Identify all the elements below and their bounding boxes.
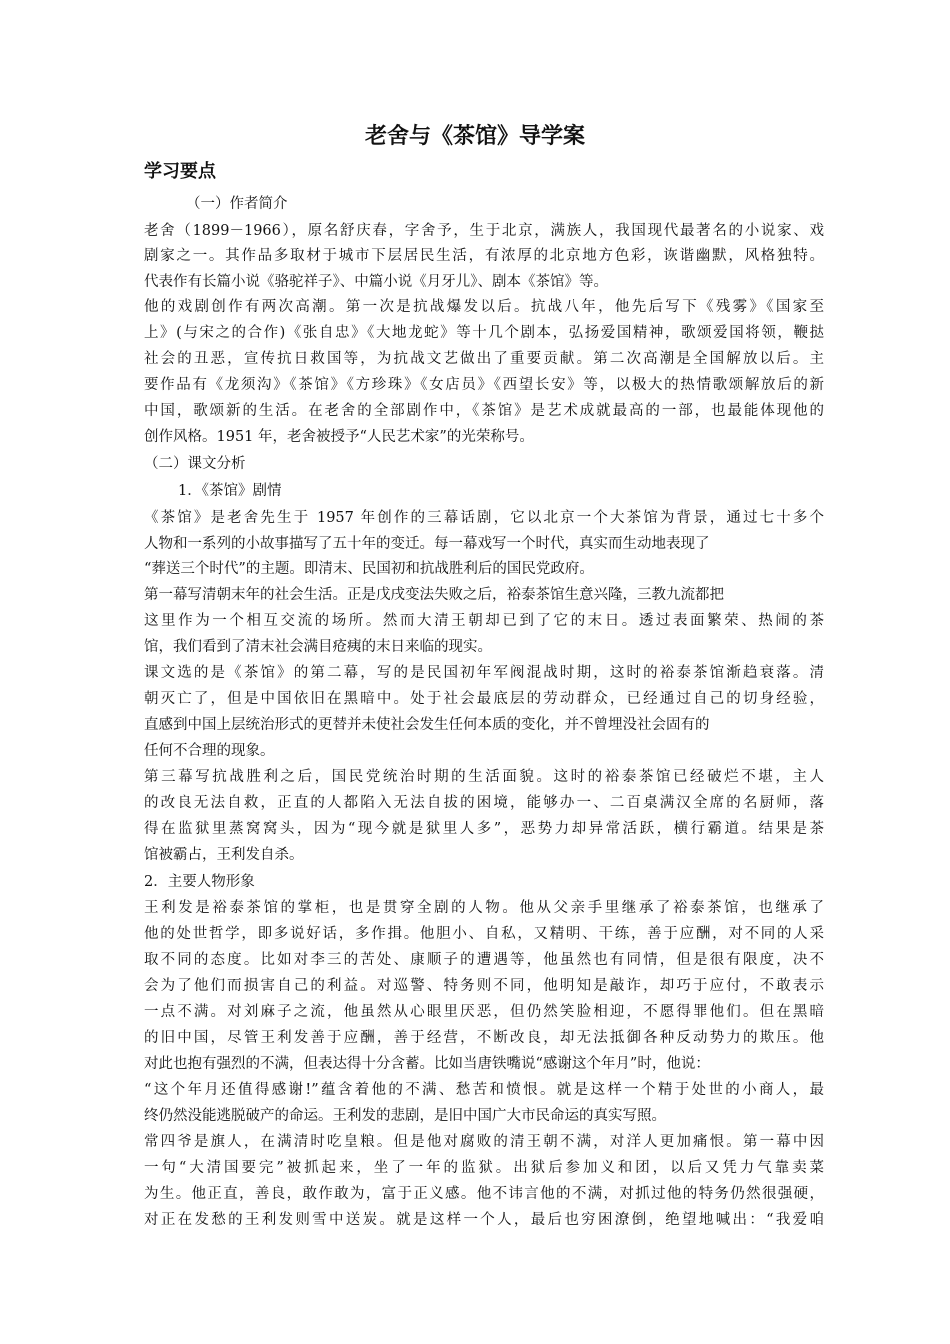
document-title: 老舍与《茶馆》导学案: [364, 124, 585, 149]
paragraph-line: 创作风格。1951 年，老舍被授予“人民艺术家”的光荣称号。: [144, 429, 534, 445]
paragraph-line: 得在监狱里蒸窝窝头，因为“现今就是狱里人多”，恶势力却异常活跃，横行霸道。结果是茶: [144, 821, 824, 837]
paragraph-line: 上》(与宋之的合作)《张自忠》《大地龙蛇》等十几个剧本，弘扬爱国精神，歌颂爱国将领，鞭挞: [144, 325, 824, 341]
subsection-heading: （二）课文分析: [144, 456, 246, 472]
paragraph-line: 直感到中国上层统治形式的更替并未使社会发生任何本质的变化，并不曾埋没社会固有的: [144, 717, 710, 733]
paragraph-line: 馆被霸占，王利发自杀。: [144, 847, 304, 863]
paragraph-line: 朝灭亡了，但是中国依旧在黑暗中。处于社会最底层的劳动群众，已经通过自己的切身经验，: [144, 691, 824, 707]
paragraph-line: 课文选的是《茶馆》的第二幕，写的是民国初年军阀混战时期，这时的裕泰茶馆渐趋衰落。清: [144, 665, 824, 681]
paragraph-line: 一句“大清国要完”被抓起来，坐了一年的监狱。出狱后参加义和团，以后又凭力气靠卖菜: [144, 1160, 824, 1176]
paragraph-line: “这个年月还值得感谢!”蕴含着他的不满、愁苦和愤恨。就是这样一个精于处世的小商人，最: [144, 1082, 824, 1098]
sub-heading: 1．《茶馆》剧情: [178, 483, 282, 499]
paragraph-line: 这里作为一个相互交流的场所。然而大清王朝却已到了它的末日。透过表面繁荣、热闹的茶: [144, 613, 824, 629]
paragraph-line: 剧家之一。其作品多取材于城市下层居民生活，有浓厚的北京地方色彩，诙谐幽默，风格独特。: [144, 248, 824, 264]
paragraph-line: “葬送三个时代”的主题。即清末、民国初和抗战胜利后的国民党政府。: [144, 561, 594, 577]
paragraph-line: 王利发是裕泰茶馆的掌柜，也是贯穿全剧的人物。他从父亲手里继承了裕泰茶馆，也继承了: [144, 900, 824, 916]
paragraph-line: 对此也抱有强烈的不满，但表达得十分含蓄。比如当唐铁嘴说“感谢这个年月”时，他说：: [144, 1056, 710, 1072]
paragraph-line: 第一幕写清朝末年的社会生活。正是戊戌变法失败之后，裕泰茶馆生意兴隆，三教九流都把: [144, 587, 724, 603]
paragraph-line: 第三幕写抗战胜利之后，国民党统治时期的生活面貌。这时的裕泰茶馆已经破烂不堪，主人: [144, 769, 824, 785]
paragraph-line: 他的戏剧创作有两次高潮。第一次是抗战爆发以后。抗战八年，他先后写下《残雾》《国家至: [144, 299, 824, 315]
paragraph-line: 中国，歌颂新的生活。在老舍的全部剧作中，《茶馆》是艺术成就最高的一部，也最能体现他的: [144, 403, 824, 419]
paragraph-line: 会为了他们而损害自己的利益。对巡警、特务则不同，他明知是敲诈，却巧于应付，不敢表示: [144, 978, 824, 994]
paragraph-line: 取不同的态度。比如对李三的苦处、康顺子的遭遇等，他虽然也有同情，但是很有限度，决不: [144, 952, 824, 968]
paragraph-line: 馆，我们看到了清末社会满目疮痍的末日来临的现实。: [144, 639, 492, 655]
paragraph-line: 常四爷是旗人，在满清时吃皇粮。但是他对腐败的清王朝不满，对洋人更加痛恨。第一幕中因: [144, 1134, 824, 1150]
paragraph-line: 任何不合理的现象。: [144, 743, 275, 759]
paragraph-line: 人物和一系列的小故事描写了五十年的变迁。每一幕戏写一个时代，真实而生动地表现了: [144, 536, 710, 552]
paragraph-line: 要作品有《龙须沟》《茶馆》《方珍珠》《女店员》《西望长安》等，以极大的热情歌颂解放后的新: [144, 377, 824, 393]
paragraph-line: 社会的丑恶，宣传抗日救国等，为抗战文艺做出了重要贡献。第二次高潮是全国解放以后。主: [144, 351, 824, 367]
paragraph-line: 的旧中国，尽管王利发善于应酬，善于经营，不断改良，却无法抵御各种反动势力的欺压。他: [144, 1030, 824, 1046]
paragraph-line: 的改良无法自救，正直的人都陷入无法自拔的困境，能够办一、二百桌满汉全席的名厨师，落: [144, 795, 824, 811]
paragraph-line: 老舍（1899－1966），原名舒庆春，字舍予，生于北京，满族人，我国现代最著名的小说家、戏: [144, 223, 824, 239]
paragraph-line: 为生。他正直，善良，敢作敢为，富于正义感。他不讳言他的不满，对抓过他的特务仍然很强硬，: [144, 1186, 824, 1202]
subsection-heading: （一）作者简介: [186, 196, 288, 212]
paragraph-line: 对正在发愁的王利发则雪中送炭。就是这样一个人，最后也穷困潦倒，绝望地喊出：“我爱咱: [144, 1212, 824, 1228]
sub-heading: 2．主要人物形象: [144, 874, 255, 890]
paragraph-line: 一点不满。对刘麻子之流，他虽然从心眼里厌恶，但仍然笑脸相迎，不愿得罪他们。但在黑暗: [144, 1004, 824, 1020]
paragraph-line: 代表作有长篇小说《骆驼祥子》、中篇小说《月牙儿》、剧本《茶馆》等。: [144, 274, 608, 290]
section-heading: 学习要点: [144, 161, 216, 182]
paragraph-line: 他的处世哲学，即多说好话，多作揖。他胆小、自私，又精明、干练，善于应酬，对不同的人采: [144, 926, 824, 942]
paragraph-line: 终仍然没能逃脱破产的命运。王利发的悲剧，是旧中国广大市民命运的真实写照。: [144, 1108, 666, 1124]
paragraph-line: 《茶馆》是老舍先生于 1957 年创作的三幕话剧，它以北京一个大茶馆为背景，通过七十多个: [144, 510, 824, 526]
